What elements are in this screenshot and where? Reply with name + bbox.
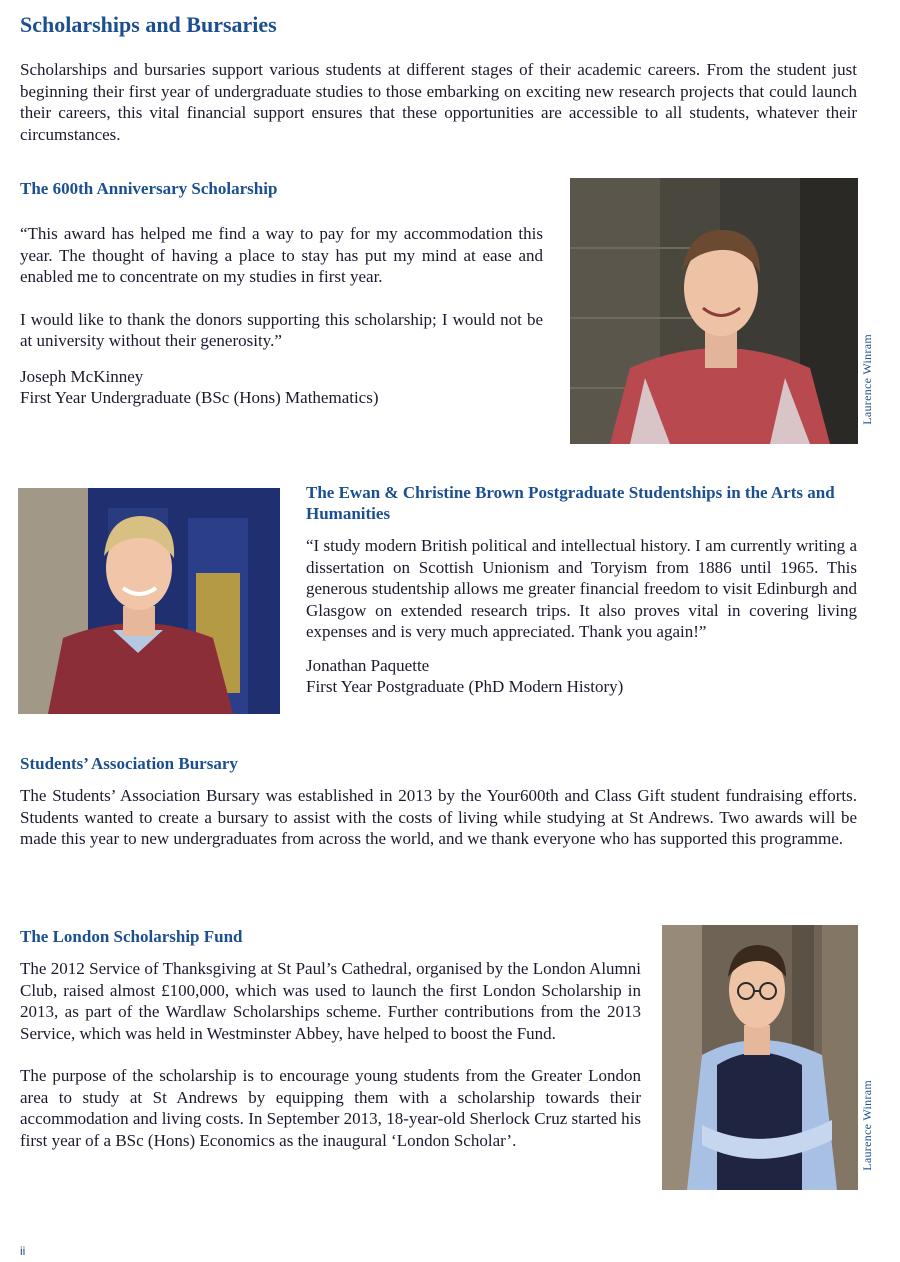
photo-credit: Laurence Winram bbox=[860, 1080, 874, 1171]
quote-paragraph: “I study modern British political and intellectual history. I am currently writing a dissertation on Scottish Unionism and Toryism from 1886 until 1965. This generous studentship allows me greater financial freedom to visit Edinburgh and Glasgow on extended research trips. It also proves vital in covering living expenses and is very much appreciated. Thank you again!” bbox=[306, 536, 857, 641]
student-name: Joseph McKinney bbox=[20, 366, 144, 386]
photo-credit: Laurence Winram bbox=[860, 334, 874, 425]
body-paragraph: The 2012 Service of Thanksgiving at St Paul’s Cathedral, organised by the London Alumni Club, raised almost £100,000, which was used to launch the first London Scholarship in 2013, as part of the Wardlaw Scholarships scheme. Further contributions from the 2013 Service, which was held in Westminster Abbey, have helped to boost the Fund. bbox=[20, 959, 641, 1043]
section-heading-london-fund: The London Scholarship Fund bbox=[20, 927, 243, 946]
student-photo-sherlock bbox=[662, 925, 858, 1190]
quote-paragraph: I would like to thank the donors supporting this scholarship; I would not be at university without their generosity.” bbox=[20, 309, 543, 350]
student-name: Jonathan Paquette bbox=[306, 655, 430, 675]
student-role: First Year Postgraduate (PhD Modern History) bbox=[306, 677, 624, 696]
section-heading-600th: The 600th Anniversary Scholarship bbox=[20, 179, 278, 198]
section-london-fund-text bbox=[20, 958, 641, 1151]
section-students-association-text: The Students’ Association Bursary was established in 2013 by the Your600th and Class Gift student fundraising efforts. Students wanted to create a bursary to assist with the costs of living while studying at St Andrews. Two awards will be made this year to new undergraduates from across the world, and we thank everyone who has supported this programme. bbox=[20, 786, 857, 848]
page-number: ii bbox=[20, 1244, 26, 1258]
intro-paragraph: Scholarships and bursaries support various students at different stages of their academic careers. From the student just beginning their first year of undergraduate studies to those embarking on exciting new research projects that could launch their careers, this vital financial support ensures that these opportunities are accessible to all students, whatever their circumstances. bbox=[20, 60, 857, 144]
section-brown-text bbox=[306, 535, 857, 698]
quote-paragraph: “This award has helped me find a way to pay for my accommodation this year. The thought of having a place to stay has put my mind at ease and enabled me to concentrate on my studies in first year. bbox=[20, 224, 543, 286]
page-title: Scholarships and Bursaries bbox=[20, 12, 277, 37]
student-photo-joseph bbox=[570, 178, 858, 444]
student-role: First Year Undergraduate (BSc (Hons) Mathematics) bbox=[20, 388, 379, 407]
body-paragraph: The purpose of the scholarship is to encourage young students from the Greater London area to study at St Andrews by equipping them with a scholarship towards their accommodation and living costs. In September 2013, 18-year-old Sherlock Cruz started his first year of a BSc (Hons) Economics as the inaugural ‘London Scholar’. bbox=[20, 1066, 641, 1150]
section-heading-students-association: Students’ Association Bursary bbox=[20, 754, 238, 773]
student-photo-jonathan bbox=[18, 488, 280, 714]
section-heading-brown-studentships: The Ewan & Christine Brown Postgraduate Studentships in the Arts and Humanities bbox=[306, 483, 835, 523]
section-600th-text bbox=[20, 223, 543, 409]
